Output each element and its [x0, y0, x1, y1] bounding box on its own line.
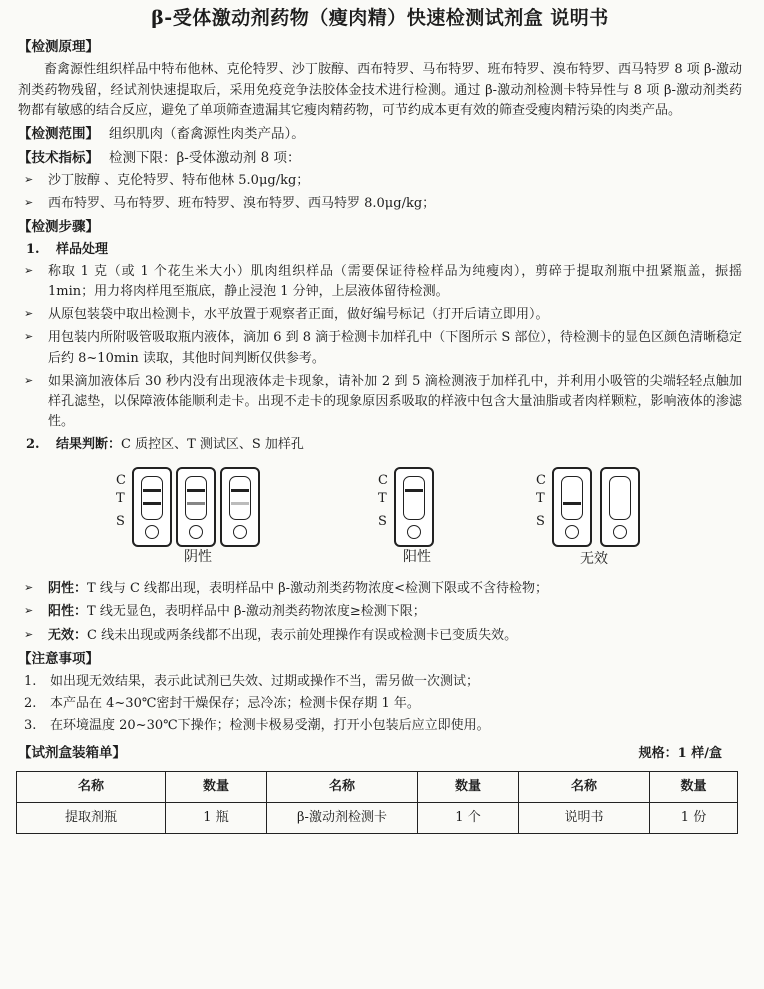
- result-label: 阳性：: [48, 604, 88, 620]
- result-text: T 线与 C 线都出现，表明样品中 β-激动剂类药物浓度<检测下限或不含待检物；: [87, 581, 548, 597]
- c-label: C: [378, 473, 388, 489]
- c-line: [405, 489, 423, 492]
- table-header-row: [17, 771, 738, 802]
- arrow-bullet-icon: ➢: [24, 195, 34, 209]
- step-number: 2.: [26, 437, 40, 453]
- test-card: [176, 467, 216, 547]
- test-card: [132, 467, 172, 547]
- step-title: 样品处理: [56, 241, 109, 257]
- sample-well: [565, 525, 579, 539]
- arrow-bullet-icon: ➢: [24, 330, 34, 344]
- note-number: 2.: [24, 695, 37, 711]
- test-card: [600, 467, 640, 547]
- s-label: S: [116, 514, 125, 530]
- result-item: [18, 626, 742, 646]
- note-text: 本产品在 4~30℃密封干燥保存；忌冷冻；检测卡保存期 1 年。: [50, 695, 420, 711]
- arrow-bullet-icon: ➢: [24, 307, 34, 321]
- principle-text: 畜禽源性组织样品中特布他林、克伦特罗、沙丁胺醇、西布特罗、马布特罗、班布特罗、溴布特罗、西马特罗 8 项 β-激动剂类药物残留，经试剂快速提取后，采用免疫竞争法胶体金技术进行检测。通过 β-激动剂检测卡特异性与 8 项 β-激动剂类药物都有敏感的结合反应，避免了单项筛查遗漏其它瘦肉精药物，可节约成本更有效的筛查受瘦肉精污染的肉类产品。: [18, 62, 742, 118]
- step-title: 结果判断：: [56, 437, 122, 453]
- step-item-text: 如果滴加液体后 30 秒内没有出现液体走卡现象，请补加 2 到 5 滴检测液于加样孔中，并利用小吸管的尖端轻轻点触加样孔滤垫，以保障液体能顺利走卡。出现不走卡的现象原因系吸取的样液中包含大量油脂或者肉样颗粒，影响液体的渗滤性。: [48, 373, 742, 429]
- spec-item: [18, 194, 742, 214]
- test-card: [220, 467, 260, 547]
- step-item-text: 从原包装袋中取出检测卡，水平放置于观察者正面，做好编号标记（打开后请立即用）。: [48, 307, 549, 323]
- t-line: [143, 502, 161, 505]
- t-label: T: [536, 491, 545, 507]
- table-row: [17, 802, 738, 833]
- table-header-cell: 名称: [519, 771, 650, 802]
- note-number: 3.: [24, 717, 37, 733]
- c-line: [187, 489, 205, 492]
- table-header-cell: 数量: [650, 771, 738, 802]
- table-cell: β-激动剂检测卡: [267, 802, 418, 833]
- arrow-bullet-icon: ➢: [24, 373, 34, 387]
- table-cell: 提取剂瓶: [17, 802, 166, 833]
- step-item: [18, 305, 742, 325]
- result-window: [185, 476, 207, 520]
- test-card: [394, 467, 434, 547]
- c-line: [143, 489, 161, 492]
- scope-section: [18, 124, 742, 145]
- packing-heading: 【试剂盒装箱单】: [18, 745, 126, 761]
- spec-item: [18, 171, 742, 191]
- t-label: T: [116, 491, 125, 507]
- result-text: T 线无显色，表明样品中 β-激动剂类药物浓度≥检测下限；: [87, 604, 426, 620]
- result-window: [561, 476, 583, 520]
- arrow-bullet-icon: ➢: [24, 172, 34, 186]
- table-header-cell: 名称: [17, 771, 166, 802]
- packing-table: [16, 771, 738, 834]
- table-cell: 1 个: [418, 802, 519, 833]
- invalid-caption: 无效: [580, 551, 608, 568]
- positive-caption: 阳性: [403, 549, 431, 566]
- step-item-text: 用包装内所附吸管吸取瓶内液体，滴加 6 到 8 滴于检测卡加样孔中（下图所示 S 部位），待检测卡的显色区颜色清晰稳定后约 8~10min 读取，其他时间判断仅供参考。: [48, 330, 742, 366]
- note-item: [18, 672, 742, 692]
- step-number: 1.: [26, 241, 40, 257]
- table-cell: 说明书: [519, 802, 650, 833]
- arrow-bullet-icon: ➢: [24, 581, 34, 595]
- result-label: 无效：: [48, 627, 88, 643]
- c-label: C: [116, 473, 126, 489]
- table-header-cell: 名称: [267, 771, 418, 802]
- sample-well: [613, 525, 627, 539]
- step-item: [18, 372, 742, 432]
- sample-well: [407, 525, 421, 539]
- sample-well: [189, 525, 203, 539]
- specs-text: 检测下限：β-受体激动剂 8 项：: [109, 149, 301, 166]
- spec-item-text: 西布特罗、马布特罗、班布特罗、溴布特罗、西马特罗 8.0μg/kg；: [48, 195, 436, 211]
- sample-well: [233, 525, 247, 539]
- step-item-text: 称取 1 克（或 1 个花生米大小）肌肉组织样品（需要保证待检样品为纯瘦肉），剪碎于提取剂瓶中扭紧瓶盖，振摇 1min；用力将肉样甩至瓶底，静止浸泡 1 分钟，上层液体留待检测。: [48, 263, 742, 300]
- result-label: 阴性：: [48, 581, 88, 597]
- specs-heading: 【技术指标】: [18, 149, 99, 166]
- result-window: [141, 476, 163, 520]
- step-2: [18, 435, 742, 455]
- step-item: [18, 328, 742, 368]
- arrow-bullet-icon: ➢: [24, 604, 34, 618]
- spec-item-text: 沙丁胺醇 、克伦特罗、特布他林 5.0μg/kg；: [48, 172, 310, 188]
- result-window: [403, 476, 425, 520]
- principle-heading: 【检测原理】: [18, 39, 99, 56]
- result-text: C 线未出现或两条线都不出现，表示前处理操作有误或检测卡已变质失效。: [87, 627, 518, 643]
- note-item: [18, 716, 742, 736]
- c-line: [231, 489, 249, 492]
- packing-spec: 规格：1 样/盒: [638, 746, 722, 761]
- step-item: [18, 262, 742, 302]
- table-header-cell: 数量: [166, 771, 267, 802]
- packing-header: [18, 740, 742, 766]
- arrow-bullet-icon: ➢: [24, 263, 34, 277]
- step-1: [18, 240, 742, 260]
- s-label: S: [378, 514, 387, 530]
- negative-caption: 阴性: [184, 549, 212, 566]
- result-window: [609, 476, 631, 520]
- table-cell: 1 份: [650, 802, 738, 833]
- s-label: S: [536, 514, 545, 530]
- specs-section: [18, 148, 742, 169]
- table-cell: 1 瓶: [166, 802, 267, 833]
- steps-heading: 【检测步骤】: [18, 218, 99, 235]
- result-diagram: [18, 459, 742, 577]
- note-text: 在环境温度 20~30℃下操作；检测卡极易受潮，打开小包装后应立即使用。: [50, 717, 490, 733]
- table-header-cell: 数量: [418, 771, 519, 802]
- note-text: 如出现无效结果，表示此试剂已失效、过期或操作不当，需另做一次测试；: [50, 673, 480, 689]
- page-title: β-受体激动剂药物（瘦肉精）快速检测试剂盒 说明书: [151, 7, 609, 29]
- result-item: [18, 602, 742, 622]
- note-item: [18, 694, 742, 714]
- t-line: [231, 502, 249, 505]
- arrow-bullet-icon: ➢: [24, 627, 34, 641]
- c-label: C: [536, 473, 546, 489]
- sample-well: [145, 525, 159, 539]
- step-text: C 质控区、T 测试区、S 加样孔: [121, 437, 304, 453]
- result-item: [18, 579, 742, 599]
- scope-text: 组织肌肉（畜禽源性肉类产品）。: [109, 125, 305, 142]
- t-line: [563, 502, 581, 505]
- note-number: 1.: [24, 673, 37, 689]
- notes-heading: 【注意事项】: [18, 650, 99, 667]
- scope-heading: 【检测范围】: [18, 125, 99, 142]
- result-window: [229, 476, 251, 520]
- t-label: T: [378, 491, 387, 507]
- test-card: [552, 467, 592, 547]
- t-line: [187, 502, 205, 505]
